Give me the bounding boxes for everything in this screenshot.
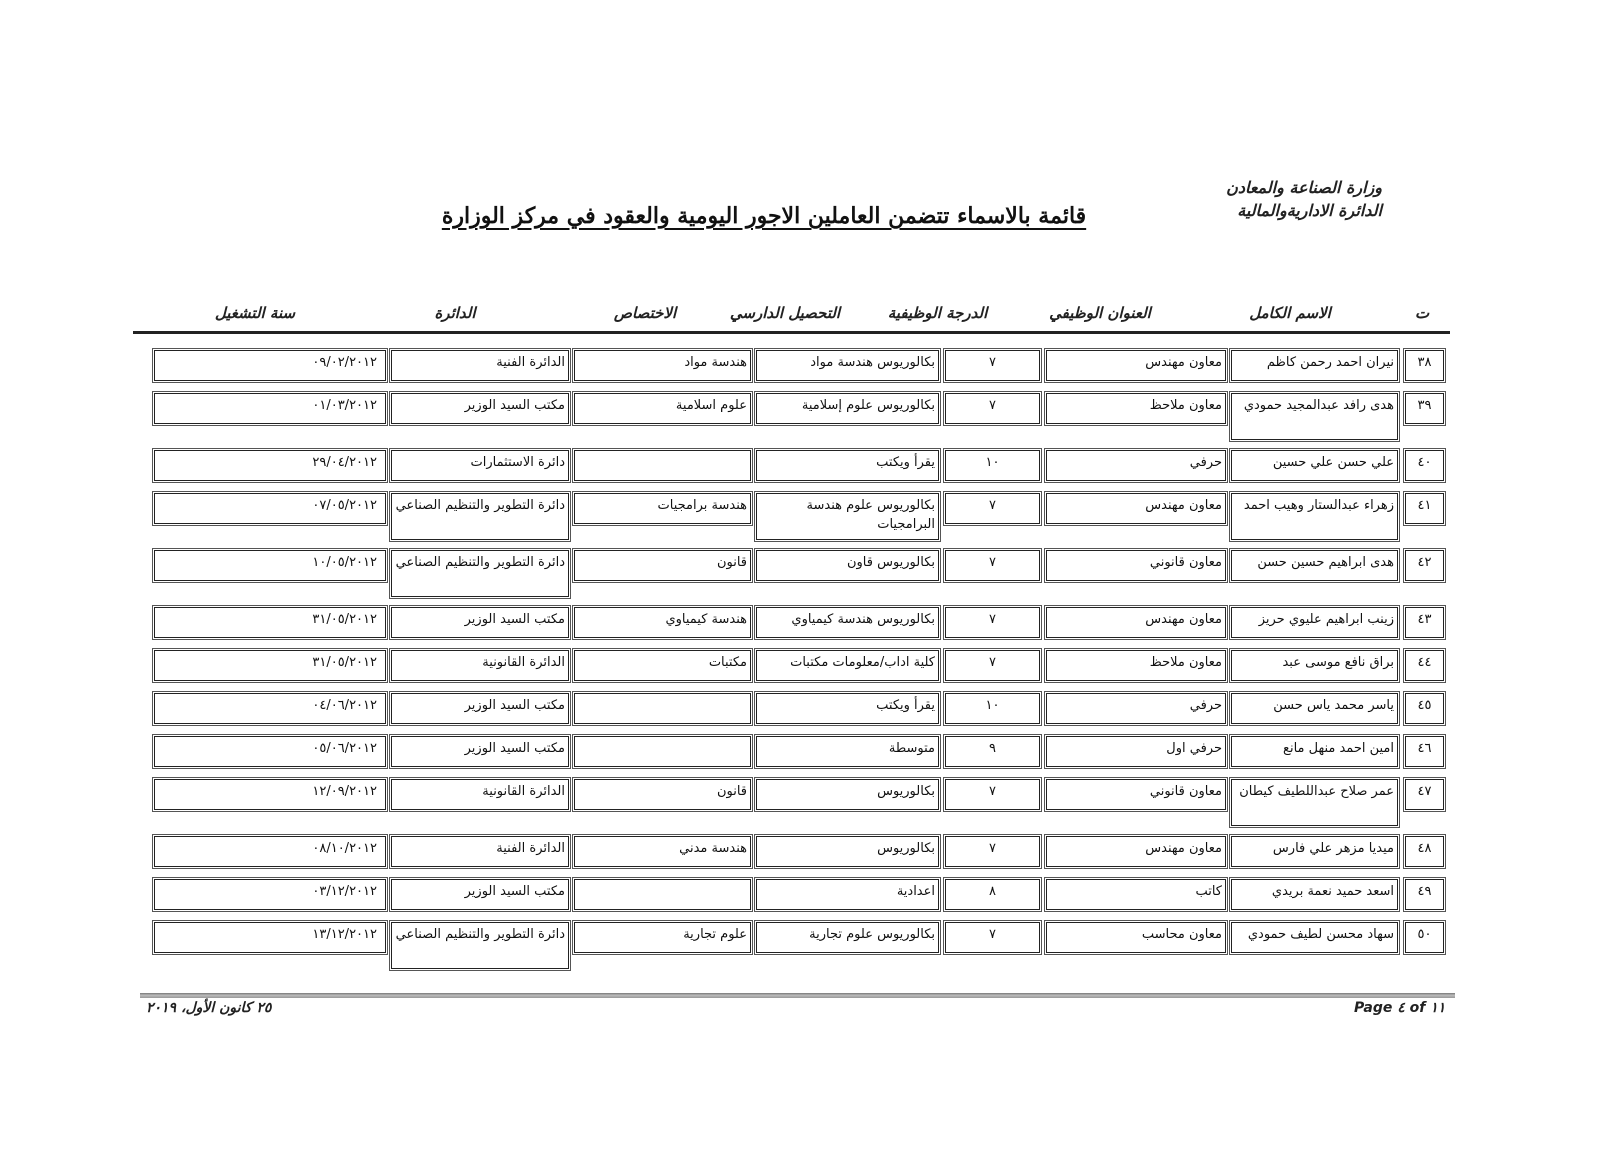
cell-number: ٤١ bbox=[1405, 493, 1444, 524]
cell-number: ٤٩ bbox=[1405, 879, 1444, 910]
cell-number: ٤٦ bbox=[1405, 736, 1444, 767]
cell-name: ميديا مزهر علي فارس bbox=[1231, 836, 1398, 867]
cell-name: اسعد حميد نعمة بريدي bbox=[1231, 879, 1398, 910]
cell-number: ٤٧ bbox=[1405, 779, 1444, 810]
cell-grade: ٧ bbox=[945, 493, 1040, 524]
cell-grade: ٧ bbox=[945, 836, 1040, 867]
cell-department: مكتب السيد الوزير bbox=[391, 879, 569, 910]
cell-grade: ٧ bbox=[945, 393, 1040, 424]
cell-department: مكتب السيد الوزير bbox=[391, 393, 569, 424]
column-header-specialty: الاختصاص bbox=[613, 304, 677, 322]
cell-job-title: معاون قانوني bbox=[1046, 550, 1226, 581]
cell-number: ٤٣ bbox=[1405, 607, 1444, 638]
cell-number: ٤٤ bbox=[1405, 650, 1444, 681]
cell-start-date: ١٢/٠٩/٢٠١٢ bbox=[154, 779, 386, 810]
cell-department: الدائرة الفنية bbox=[391, 350, 569, 381]
cell-grade: ٨ bbox=[945, 879, 1040, 910]
column-header-grade: الدرجة الوظيفية bbox=[887, 304, 988, 322]
cell-number: ٤٢ bbox=[1405, 550, 1444, 581]
cell-specialty: علوم تجارية bbox=[574, 922, 751, 953]
cell-name: براق نافع موسى عبد bbox=[1231, 650, 1398, 681]
cell-department: مكتب السيد الوزير bbox=[391, 736, 569, 767]
cell-education: متوسطة bbox=[756, 736, 939, 767]
cell-job-title: معاون مهندس bbox=[1046, 607, 1226, 638]
column-header-department: الدائرة bbox=[434, 304, 476, 322]
cell-name: امين احمد منهل مانع bbox=[1231, 736, 1398, 767]
cell-number: ٤٥ bbox=[1405, 693, 1444, 724]
cell-education: يقرأ ويكتب bbox=[756, 450, 939, 481]
cell-specialty: قانون bbox=[574, 779, 751, 810]
cell-specialty: علوم اسلامية bbox=[574, 393, 751, 424]
cell-specialty bbox=[574, 879, 751, 910]
cell-start-date: ٠٥/٠٦/٢٠١٢ bbox=[154, 736, 386, 767]
cell-department: الدائرة القانونية bbox=[391, 650, 569, 681]
cell-job-title: معاون مهندس bbox=[1046, 836, 1226, 867]
cell-name: سهاد محسن لطيف حمودي bbox=[1231, 922, 1398, 953]
cell-job-title: معاون ملاحظ bbox=[1046, 650, 1226, 681]
cell-job-title: حرفي bbox=[1046, 450, 1226, 481]
footer-divider bbox=[140, 993, 1455, 998]
cell-grade: ٧ bbox=[945, 350, 1040, 381]
cell-education: بكالوريوس bbox=[756, 779, 939, 810]
cell-job-title: حرفي bbox=[1046, 693, 1226, 724]
cell-job-title: معاون قانوني bbox=[1046, 779, 1226, 810]
cell-specialty: هندسة برامجيات bbox=[574, 493, 751, 524]
cell-grade: ٩ bbox=[945, 736, 1040, 767]
cell-grade: ١٠ bbox=[945, 693, 1040, 724]
cell-name: ياسر محمد ياس حسن bbox=[1231, 693, 1398, 724]
cell-education: كلية اداب/معلومات مكتبات bbox=[756, 650, 939, 681]
cell-education: بكالوريوس علوم إسلامية bbox=[756, 393, 939, 424]
cell-education: بكالوريوس هندسة مواد bbox=[756, 350, 939, 381]
cell-grade: ٧ bbox=[945, 650, 1040, 681]
column-header-start-year: سنة التشغيل bbox=[214, 304, 296, 322]
cell-start-date: ٠٤/٠٦/٢٠١٢ bbox=[154, 693, 386, 724]
column-header-education: التحصيل الدارسي bbox=[729, 304, 841, 322]
cell-department: دائرة التطوير والتنظيم الصناعي bbox=[391, 550, 569, 597]
cell-number: ٣٨ bbox=[1405, 350, 1444, 381]
cell-specialty bbox=[574, 693, 751, 724]
cell-grade: ٧ bbox=[945, 607, 1040, 638]
ministry-header bbox=[1226, 176, 1382, 222]
cell-job-title: معاون محاسب bbox=[1046, 922, 1226, 953]
cell-specialty: قانون bbox=[574, 550, 751, 581]
cell-department: دائرة التطوير والتنظيم الصناعي bbox=[391, 493, 569, 540]
cell-department: دائرة التطوير والتنظيم الصناعي bbox=[391, 922, 569, 969]
cell-name: زينب ابراهيم عليوي حريز bbox=[1231, 607, 1398, 638]
cell-education: يقرأ ويكتب bbox=[756, 693, 939, 724]
cell-name: هدى ابراهيم حسين حسن bbox=[1231, 550, 1398, 581]
header-divider bbox=[133, 331, 1450, 334]
cell-department: مكتب السيد الوزير bbox=[391, 693, 569, 724]
cell-grade: ٧ bbox=[945, 922, 1040, 953]
cell-education: بكالوريوس قاون bbox=[756, 550, 939, 581]
cell-education: بكالوريوس bbox=[756, 836, 939, 867]
cell-specialty: هندسة مدني bbox=[574, 836, 751, 867]
print-date: ٢٥ كانون الأول، ٢٠١٩ bbox=[146, 1000, 272, 1016]
cell-start-date: ٠١/٠٣/٢٠١٢ bbox=[154, 393, 386, 424]
cell-number: ٥٠ bbox=[1405, 922, 1444, 953]
ministry-name: وزارة الصناعة والمعادن bbox=[1226, 178, 1382, 197]
page-number: Page ٤ of ١١ bbox=[1354, 1000, 1446, 1016]
cell-name: هدى رافد عبدالمجيد حمودي bbox=[1231, 393, 1398, 440]
cell-specialty: هندسة مواد bbox=[574, 350, 751, 381]
cell-department: الدائرة الفنية bbox=[391, 836, 569, 867]
cell-grade: ٧ bbox=[945, 550, 1040, 581]
cell-education: اعدادية bbox=[756, 879, 939, 910]
cell-job-title: حرفي اول bbox=[1046, 736, 1226, 767]
cell-start-date: ٠٨/١٠/٢٠١٢ bbox=[154, 836, 386, 867]
column-header-job-title: العنوان الوظيفي bbox=[1049, 304, 1151, 322]
cell-name: زهراء عبدالستار وهيب احمد bbox=[1231, 493, 1398, 540]
cell-specialty: مكتبات bbox=[574, 650, 751, 681]
cell-start-date: ٠٩/٠٢/٢٠١٢ bbox=[154, 350, 386, 381]
cell-start-date: ٣١/٠٥/٢٠١٢ bbox=[154, 607, 386, 638]
cell-start-date: ١٣/١٢/٢٠١٢ bbox=[154, 922, 386, 953]
cell-education: بكالوريوس علوم تجارية bbox=[756, 922, 939, 953]
cell-start-date: ٠٧/٠٥/٢٠١٢ bbox=[154, 493, 386, 524]
department-name: الدائرة الاداريةوالمالية bbox=[1237, 201, 1382, 220]
cell-start-date: ٠٣/١٢/٢٠١٢ bbox=[154, 879, 386, 910]
table-header bbox=[140, 300, 1450, 330]
cell-education: بكالوريوس هندسة كيمياوي bbox=[756, 607, 939, 638]
cell-department: مكتب السيد الوزير bbox=[391, 607, 569, 638]
cell-name: علي حسن علي حسين bbox=[1231, 450, 1398, 481]
cell-education: بكالوريوس علوم هندسة البرامجيات bbox=[756, 493, 939, 540]
cell-number: ٤٨ bbox=[1405, 836, 1444, 867]
cell-start-date: ٣١/٠٥/٢٠١٢ bbox=[154, 650, 386, 681]
cell-name: عمر صلاح عبداللطيف كيطان bbox=[1231, 779, 1398, 826]
cell-job-title: كاتب bbox=[1046, 879, 1226, 910]
cell-specialty bbox=[574, 450, 751, 481]
cell-start-date: ١٠/٠٥/٢٠١٢ bbox=[154, 550, 386, 581]
cell-specialty bbox=[574, 736, 751, 767]
column-header-number: ت bbox=[1414, 304, 1430, 322]
column-header-name: الاسم الكامل bbox=[1249, 304, 1331, 322]
cell-number: ٤٠ bbox=[1405, 450, 1444, 481]
cell-name: نيران احمد رحمن كاظم bbox=[1231, 350, 1398, 381]
cell-grade: ١٠ bbox=[945, 450, 1040, 481]
cell-department: الدائرة القانونية bbox=[391, 779, 569, 810]
cell-specialty: هندسة كيمياوي bbox=[574, 607, 751, 638]
document-title: قائمة بالاسماء تتضمن العاملين الاجور اليومية والعقود في مركز الوزارة bbox=[441, 203, 1087, 229]
cell-start-date: ٢٩/٠٤/٢٠١٢ bbox=[154, 450, 386, 481]
cell-number: ٣٩ bbox=[1405, 393, 1444, 424]
cell-job-title: معاون مهندس bbox=[1046, 350, 1226, 381]
cell-grade: ٧ bbox=[945, 779, 1040, 810]
cell-job-title: معاون ملاحظ bbox=[1046, 393, 1226, 424]
cell-job-title: معاون مهندس bbox=[1046, 493, 1226, 524]
cell-department: دائرة الاستثمارات bbox=[391, 450, 569, 481]
